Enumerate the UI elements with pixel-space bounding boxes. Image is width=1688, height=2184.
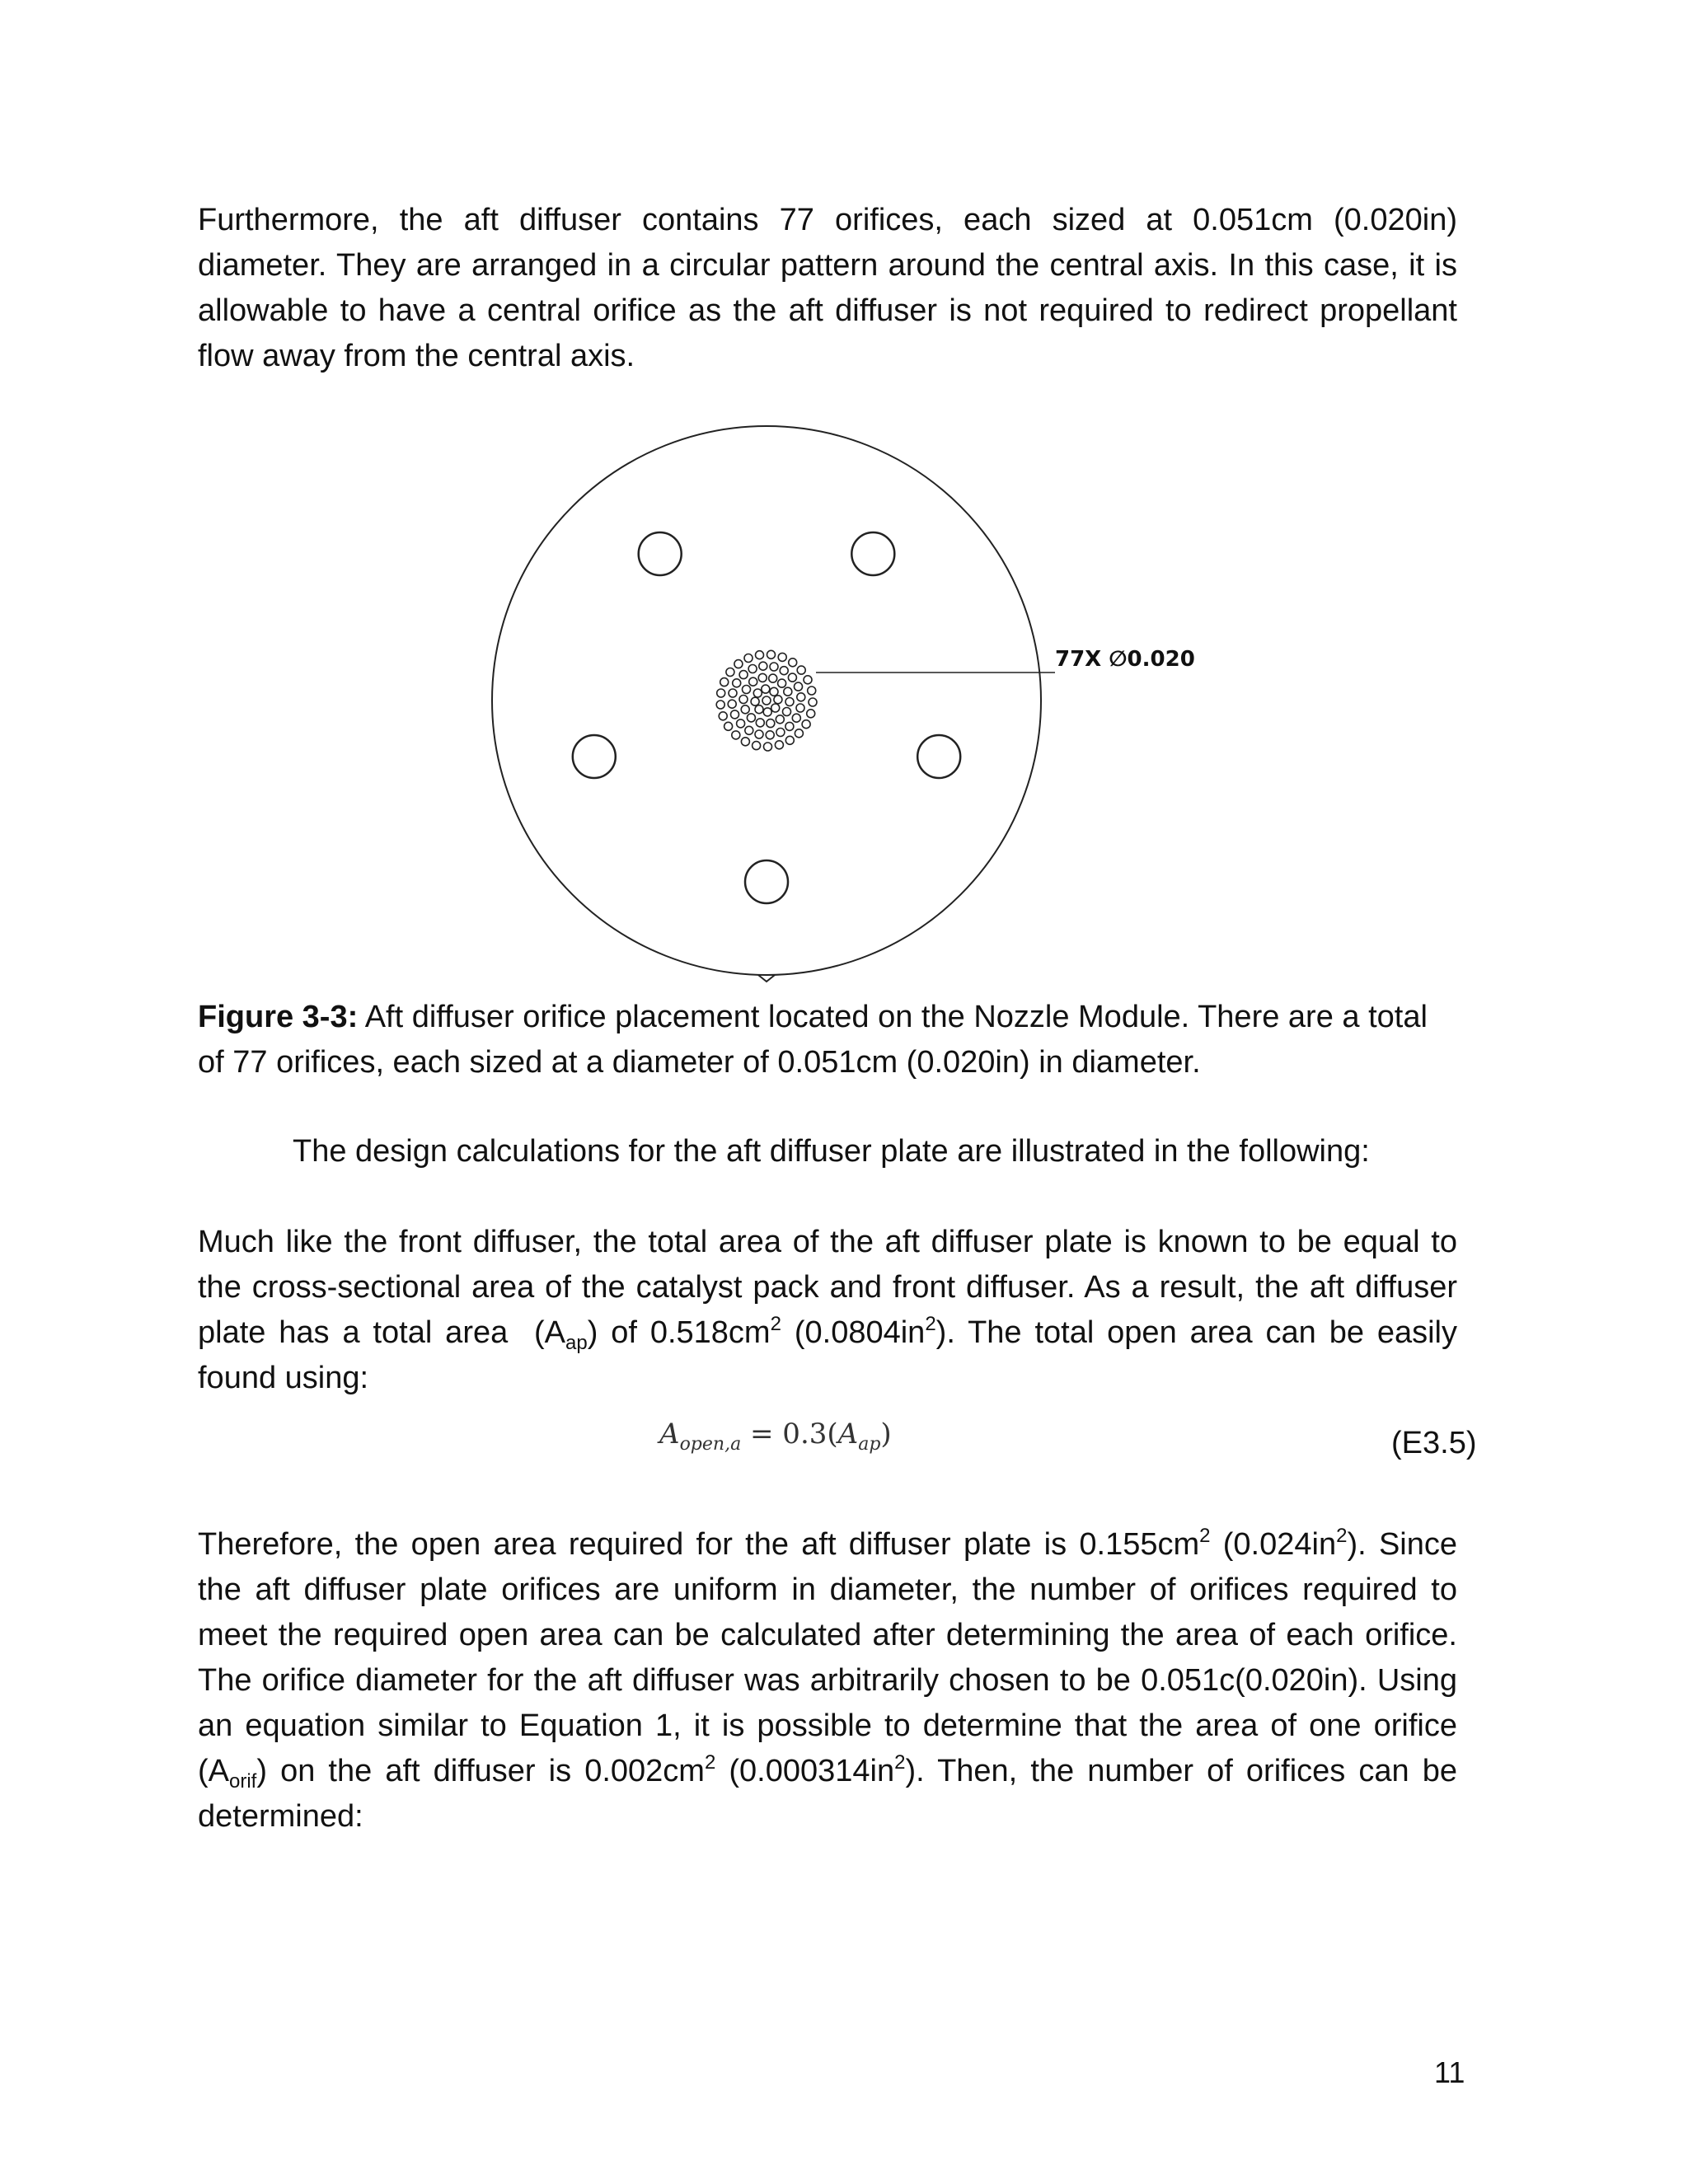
orifice (767, 719, 775, 728)
orifice (732, 731, 740, 739)
orifice (753, 689, 762, 697)
orifice (809, 698, 817, 706)
caption-label: Figure 3-3: (198, 1000, 359, 1034)
orifice (780, 667, 788, 675)
orifice (767, 650, 776, 658)
orifice (717, 689, 725, 697)
orifice (720, 678, 729, 687)
caption-text: Aft diffuser orifice placement located on the Nozzle Module. There are a total of 77 orifices, each sized at a diameter of 0.051cm (0.020in) in diameter. (198, 1000, 1428, 1080)
dimension-label: 77X ∅0.020 (1055, 647, 1195, 672)
aft-diffuser-figure (478, 420, 1203, 997)
orifice (770, 687, 778, 696)
orifice (775, 741, 783, 749)
orifice (796, 704, 804, 712)
orifice (731, 710, 739, 719)
orifice (741, 738, 749, 746)
plate-notch (758, 975, 775, 982)
orifice (749, 677, 757, 686)
orifice (747, 714, 755, 722)
orifice (776, 729, 785, 737)
orifice (766, 731, 774, 739)
orifice (764, 743, 772, 751)
orifice (755, 705, 763, 714)
orifice (719, 712, 727, 720)
paragraph-aft-diffuser: Furthermore, the aft diffuser contains 77 orifices, each sized at 0.051cm (0.020in) diameter. They are arranged in a circular pattern around the central axis. In this case, it is allowable to have a central orifice as the aft diffuser is not required to redirect propellant flow away from the central axis. (198, 203, 1457, 373)
orifice (759, 662, 767, 670)
orifice (755, 730, 763, 738)
orifice (745, 726, 753, 734)
orifice (762, 696, 771, 705)
orifice (770, 663, 778, 671)
orifice (726, 668, 734, 677)
orifice-cluster (716, 650, 817, 751)
orifice (733, 679, 741, 687)
orifice (737, 719, 745, 728)
orifice (724, 722, 733, 730)
orifice (783, 708, 791, 716)
page-number: 11 (1434, 2055, 1465, 2089)
mount-holes (573, 532, 960, 903)
orifice (778, 653, 786, 661)
paragraph-total-area: Much like the front diffuser, the total area of the aft diffuser plate is known to be equal to the cross-sectional area of the catalyst pack and front diffuser. As a result, the aft diffuser plate has a total area $(A_{ap})$ of $0.518cm^2$ $(0.0804in^2)$. The total open area can be easily found using: (198, 1225, 1458, 1395)
orifice (771, 704, 780, 712)
orifice (734, 660, 743, 668)
orifice (739, 671, 748, 679)
orifice (769, 674, 777, 682)
paragraph-open-area: Therefore, the open area required for the aft diffuser plate is $0.155cm^2$ $(0.024in^2)$. Since the aft diffuser plate orifices are uniform in diameter, the number of orifices required to meet the required open area can be calculated after determining the area of each orifice. The orifice diameter for the aft diffuser was arbitrarily chosen to be 0.051c(0.020in). Using an equation similar to Equation 1, it is possible to determine that the area of one orifice $(A_{orif})$ on the aft diffuser is $0.002cm^2$ $(0.000314in^2)$. Then, the number of orifices can be determined: (198, 1525, 1457, 1834)
orifice (797, 693, 805, 701)
orifice (808, 687, 816, 695)
orifice (743, 686, 751, 694)
orifice (756, 719, 764, 727)
orifice (741, 705, 749, 714)
diffuser-plate-outline (492, 426, 1041, 975)
orifice (778, 679, 786, 687)
orifice (716, 701, 724, 709)
equation-number: (E3.5) (1391, 1426, 1477, 1460)
orifice (762, 685, 770, 693)
orifice (728, 700, 736, 708)
orifice (792, 714, 800, 722)
orifice (751, 697, 759, 705)
intro-sentence: The design calculations for the aft diffuser plate are illustrated in the following: (293, 1134, 1370, 1169)
orifice (804, 676, 812, 684)
orifice (784, 687, 792, 696)
orifice (774, 696, 782, 704)
orifice (756, 651, 764, 659)
orifice (739, 696, 748, 704)
orifice (795, 682, 803, 691)
orifice (758, 673, 767, 682)
figure-caption (198, 995, 1457, 1085)
orifice (795, 729, 803, 738)
orifice (807, 710, 815, 718)
mount-hole (639, 532, 682, 575)
orifice (789, 658, 797, 667)
mount-hole (573, 735, 616, 778)
equation-open-area: $A_{open,a} = 0.3(A_{ap})$ (659, 1418, 892, 1455)
orifice (802, 720, 810, 729)
orifice (729, 689, 737, 697)
mount-hole (917, 735, 960, 778)
orifice (763, 708, 771, 716)
orifice (776, 715, 784, 724)
orifice (785, 736, 794, 744)
orifice (785, 698, 794, 706)
orifice (748, 665, 757, 673)
mount-hole (745, 860, 788, 903)
orifice (788, 673, 796, 682)
orifice (797, 666, 805, 674)
orifice (744, 654, 753, 663)
mount-hole (851, 532, 894, 575)
orifice (785, 722, 794, 730)
orifice (753, 742, 761, 750)
